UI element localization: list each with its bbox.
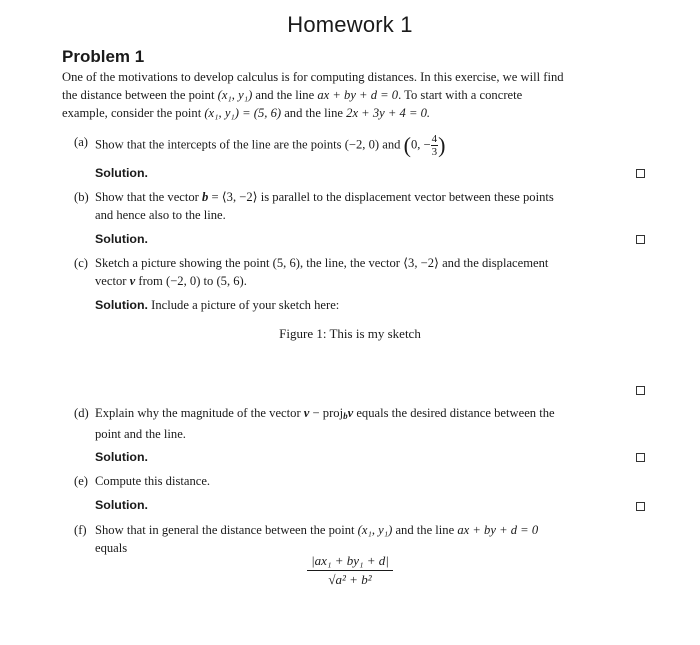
- solution-label: Solution.: [95, 450, 148, 464]
- figure-caption: Figure 1: This is my sketch: [279, 326, 421, 341]
- solution-d: [95, 448, 148, 466]
- part-b: [74, 188, 650, 224]
- part-label: (a): [74, 135, 88, 149]
- part-text: Sketch a picture showing the point (5, 6), the line, the vector ⟨3, −2⟩ and the displacement vector v from (−2, 0) to (5, 6).: [95, 256, 549, 288]
- solution-c: [95, 296, 339, 314]
- part-label: (b): [74, 190, 89, 204]
- part-text: Show that in general the distance between the point (x₁, y₁) and the line ax + by + d = 0 equals: [95, 523, 539, 555]
- solution-e: [95, 496, 148, 514]
- solution-label: Solution.: [95, 166, 148, 180]
- line-value: 2x + 3y + 4 = 0.: [346, 106, 431, 120]
- problem-intro: [62, 68, 650, 122]
- formula-numerator: |ax₁ + by₁ + d|: [307, 553, 393, 571]
- distance-formula: [0, 553, 700, 588]
- intro-line-1: One of the motivations to develop calculus is for computing distances. In this exercise, we will find: [62, 70, 564, 84]
- solution-label: Solution.: [95, 498, 148, 512]
- fraction: $\frac{4}{3}$: [431, 133, 438, 158]
- solution-b: [95, 230, 148, 248]
- page-title: Homework 1: [287, 12, 413, 37]
- part-label: (d): [74, 406, 89, 420]
- part-d: [74, 404, 650, 443]
- part-text: Explain why the magnitude of the vector v − proj$_b$v equals the desired distance between the point and the line.: [95, 406, 555, 441]
- intro-line-2: the distance between the point (x₁, y₁) and the line ax + by + d = 0. To start with a concrete: [62, 88, 523, 102]
- qed-box-icon: [636, 169, 645, 178]
- intro-line-3: example, consider the point (x₁, y₁) = (5, 6) and the line 2x + 3y + 4 = 0.: [62, 106, 431, 120]
- part-a: [74, 133, 650, 158]
- qed-box-icon: [636, 235, 645, 244]
- part-text: Compute this distance.: [95, 474, 211, 488]
- part-c: [74, 254, 650, 290]
- part-label: (c): [74, 256, 88, 270]
- line-equation: ax + by + d = 0: [317, 88, 399, 102]
- qed-box-icon: [636, 386, 645, 395]
- qed-box-icon: [636, 453, 645, 462]
- part-label: (f): [74, 523, 87, 537]
- solution-label: Solution.: [95, 232, 148, 246]
- point-value: (x₁, y₁) = (5, 6): [204, 106, 282, 120]
- part-e: [74, 472, 650, 490]
- part-label: (e): [74, 474, 88, 488]
- solution-label: Solution.: [95, 298, 148, 312]
- formula-denominator: √a² + b²: [328, 572, 372, 587]
- solution-a: [95, 164, 148, 182]
- part-text: Show that the vector b = ⟨3, −2⟩ is parallel to the displacement vector between these points and hence also to the line.: [95, 190, 554, 222]
- part-text: Show that the intercepts of the line are the points (−2, 0) and (0, − $\frac{4}{3}$ ): [95, 132, 446, 158]
- problem-heading: Problem 1: [62, 47, 145, 66]
- point-symbol: (x₁, y₁): [217, 88, 253, 102]
- solution-text: Include a picture of your sketch here:: [151, 298, 340, 312]
- qed-box-icon: [636, 502, 645, 511]
- part-f: [74, 521, 650, 557]
